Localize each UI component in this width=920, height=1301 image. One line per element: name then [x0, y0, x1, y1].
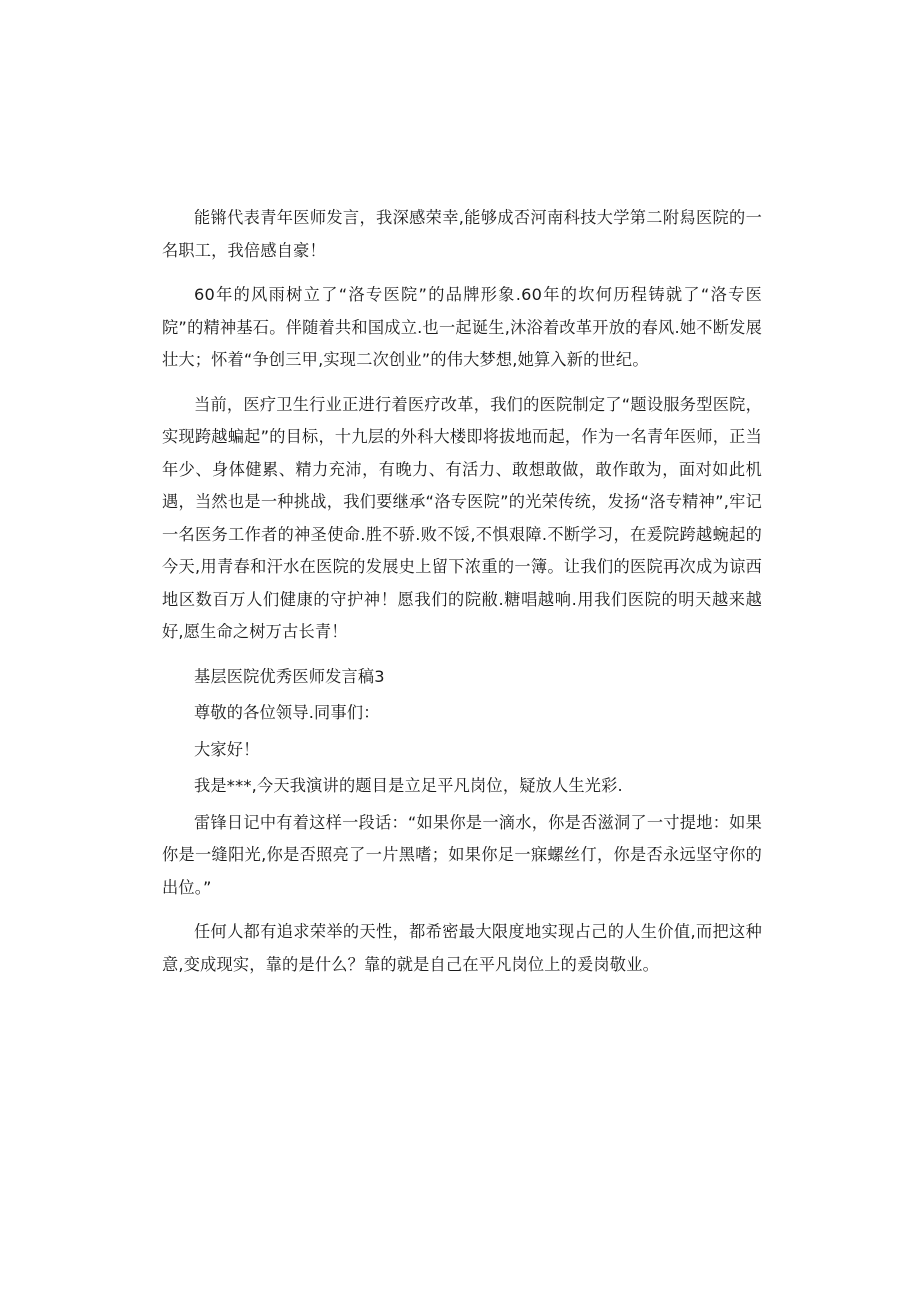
paragraph-conclusion: 任何人都有追求荣举的天性，都希密最大限度地实现占己的人生价值,而把这种意,变成现实，靠的是什么？靠的就是自己在平凡岗位上的爰岗敬业。: [162, 922, 762, 974]
salutation: 尊敬的各位领导.同事们：: [194, 703, 380, 722]
paragraph-1: 能锵代表青年医师发言，我深感荣幸,能够成否河南科技大学第二附舄医院的一名职工，我倍感自豪！: [162, 208, 762, 260]
paragraph-quote: 雷锋日记中有着这样一段话：“如果你是一滴水，你是否滋洞了一寸提地：如果你是一缝阳光,你是否照亮了一片黑嗜；如果你足一寐螺丝仃，你是否永远坚守你的出位。”: [162, 812, 762, 897]
section-heading: 基层医院优秀医师发言稿3: [194, 666, 385, 686]
introduction: 我是***,今天我演讲的题目是立足平凡岗位，疑放人生光彩.: [194, 776, 623, 795]
greeting: 大家好！: [194, 739, 260, 759]
paragraph-2: 60年的风雨树立了“洛专医院”的品牌形象.60年的坎何历程铸就了“洛专医院”的精神基石。伴随着共和国成立.也一起诞生,沐浴着改革开放的春风.她不断发展壮大；怀着“争创三甲,实现二次创业”的伟大梦想,她算入新的世纪。: [162, 285, 762, 369]
paragraph-3: 当前，医疗卫生行业正进行着医疗改革，我们的医院制定了“题设服务型医院，实现跨越蝙起”的目标，十九层的外科大楼即将拔地而起，作为一名青年医师，正当年少、身体健累、精力充沛，有晚力、有活力、敢想敢做，敢作敢为，面对如此机遇，当然也是一种挑战，我们要继承“洛专医院”的光荣传统，发扬“洛专精神”,牢记一名医务工作者的神圣使命.胜不骄.败不馁,不惧艰障.不断学习，在爰院跨越蜿起的今天,用青春和汗水在医院的发展史上留下浓重的一簿。让我们的医院再次成为谅西地区数百万人们健康的守护神！愿我们的院敝.糖唱越响.用我们医院的明天越来越好,愿生命之树万古长青！: [162, 394, 762, 641]
document-body: [162, 202, 762, 993]
